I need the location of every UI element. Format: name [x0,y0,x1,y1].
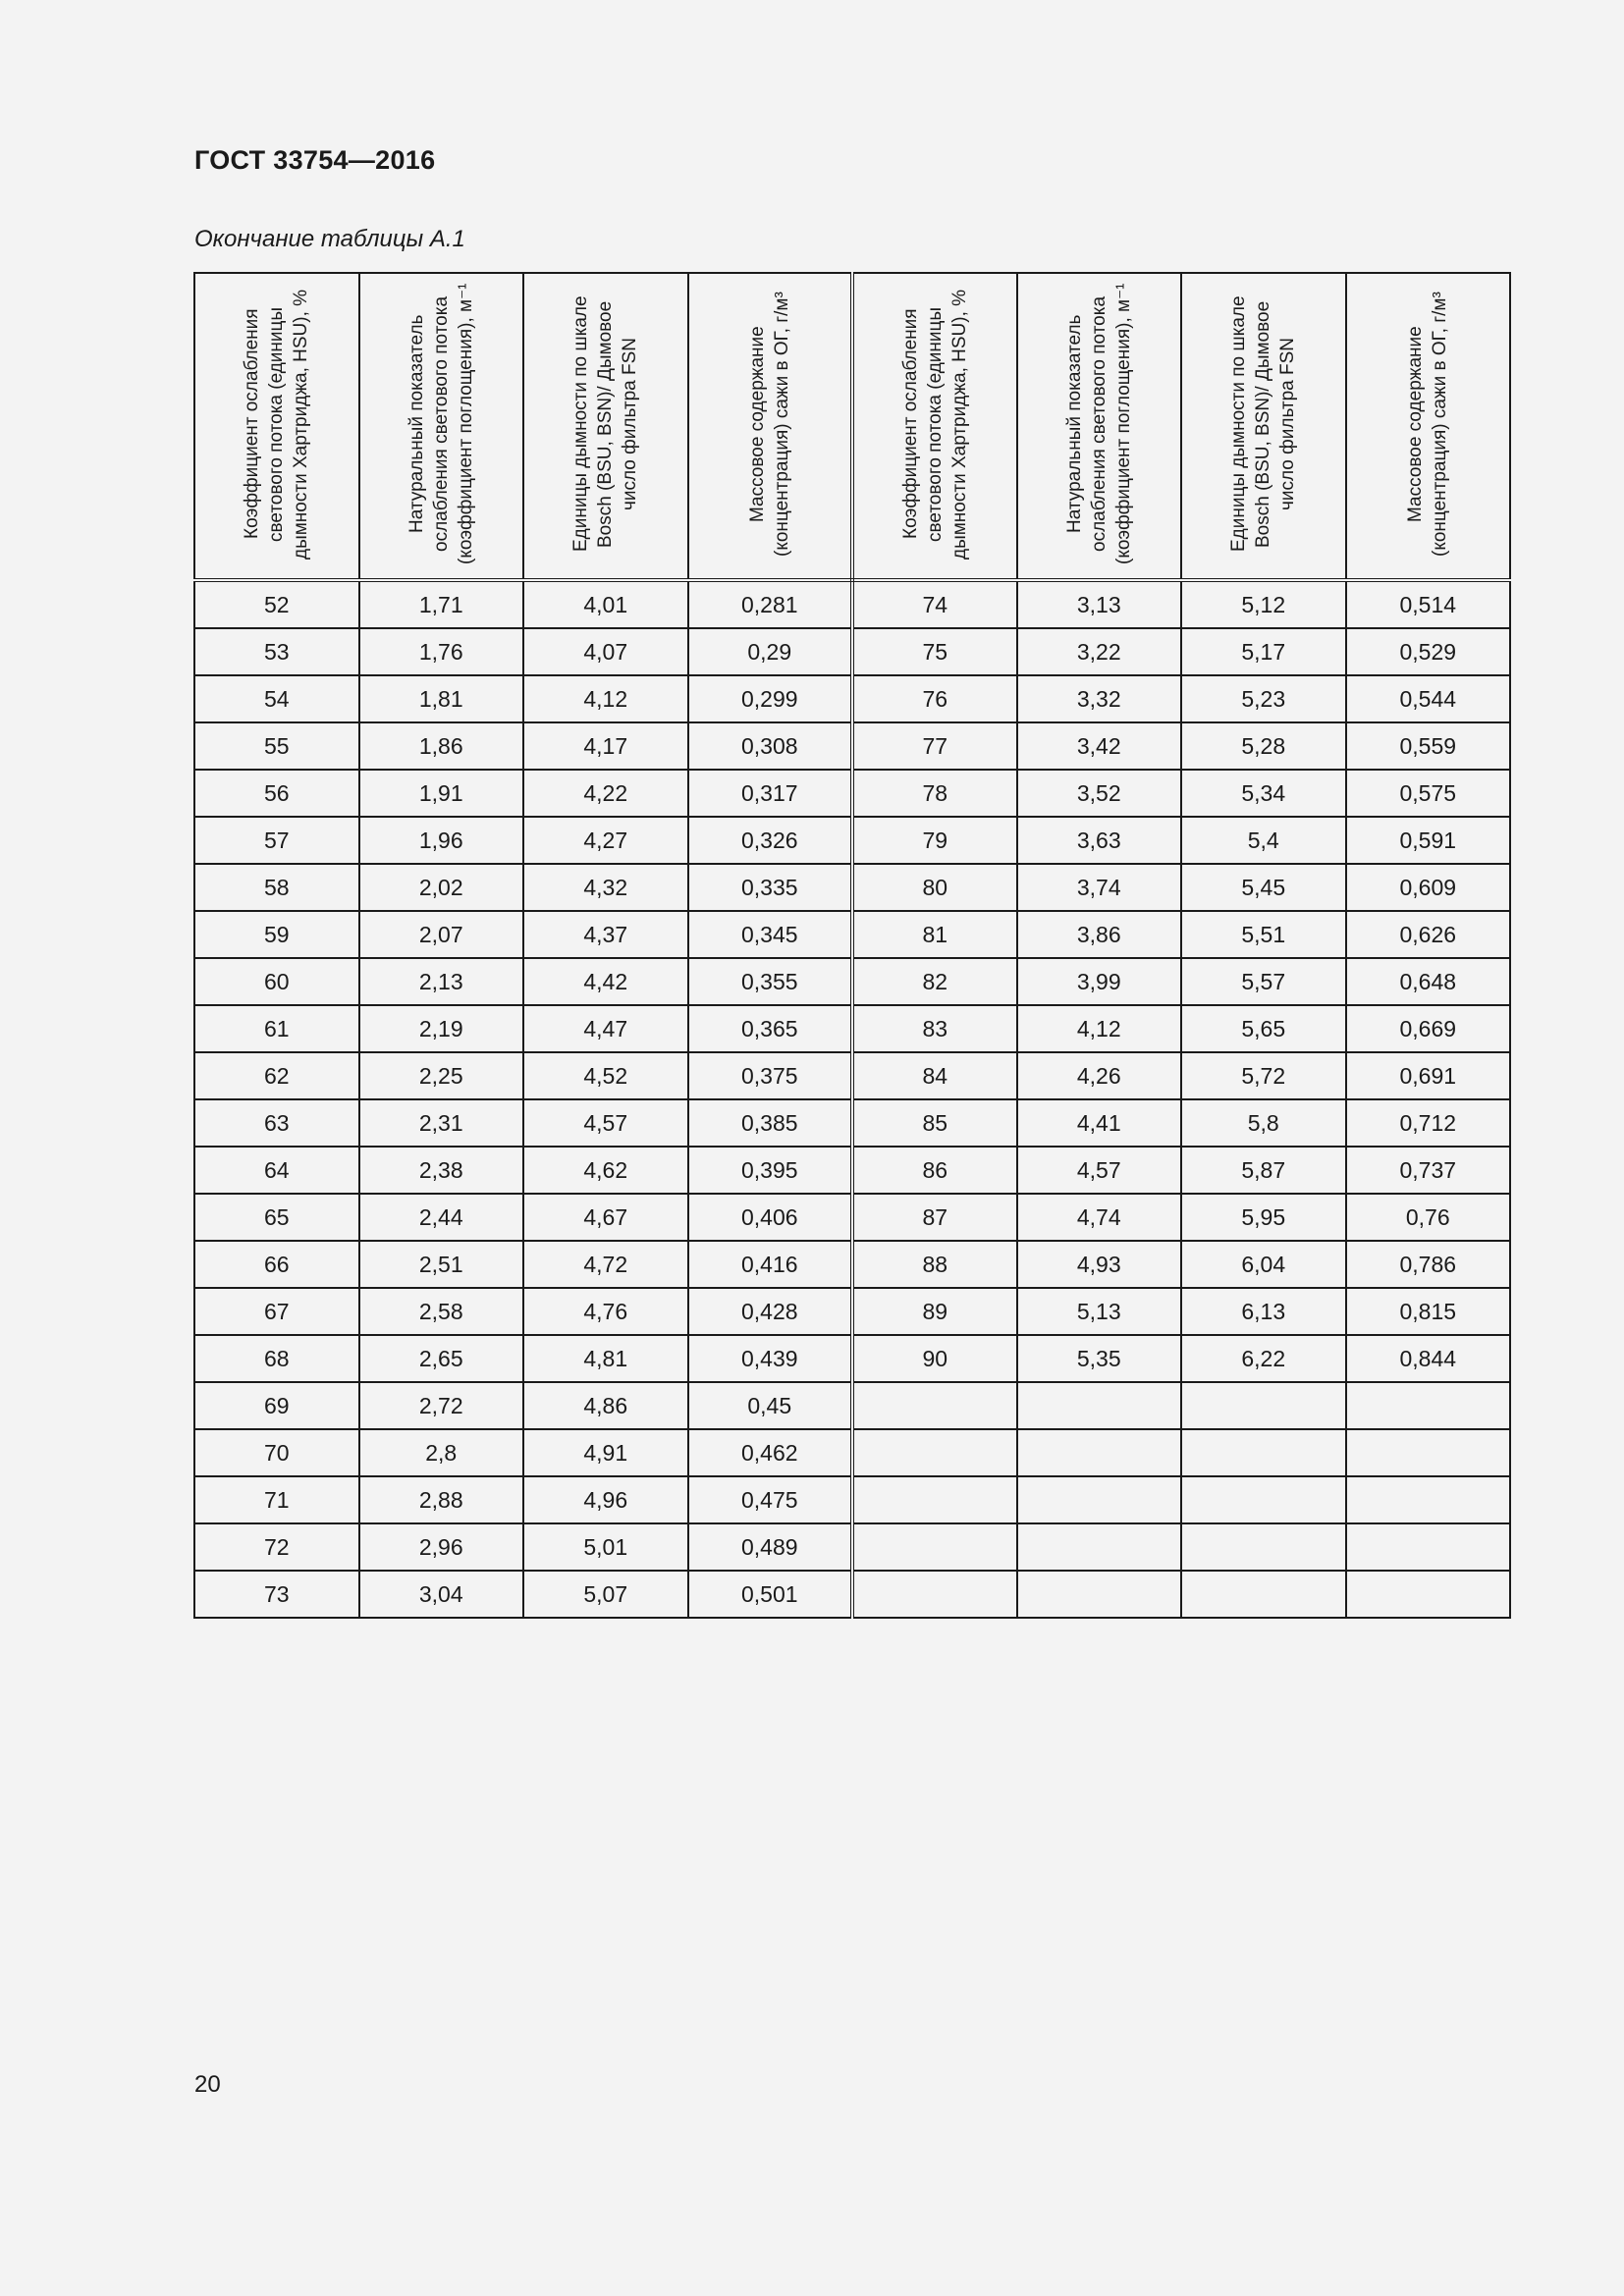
table-cell [1181,1429,1346,1476]
table-cell: 80 [852,864,1017,911]
table-cell: 4,86 [523,1382,688,1429]
table-cell [852,1476,1017,1523]
table-cell: 5,87 [1181,1147,1346,1194]
table-cell: 4,91 [523,1429,688,1476]
table-cell: 4,26 [1017,1052,1182,1099]
table-cell: 0,489 [688,1523,853,1571]
table-cell: 2,07 [359,911,524,958]
table-cell: 59 [194,911,359,958]
table-cell: 0,786 [1346,1241,1511,1288]
table-cell: 0,355 [688,958,853,1005]
table-cell: 0,737 [1346,1147,1511,1194]
table-cell: 3,86 [1017,911,1182,958]
table-cell: 62 [194,1052,359,1099]
table-cell: 0,416 [688,1241,853,1288]
table-cell: 53 [194,628,359,675]
table-cell [852,1571,1017,1618]
table-cell: 0,29 [688,628,853,675]
table-cell: 0,501 [688,1571,853,1618]
table-cell: 58 [194,864,359,911]
table-cell: 4,96 [523,1476,688,1523]
table-header-row [194,273,1510,580]
table-cell: 89 [852,1288,1017,1335]
table-cell: 4,37 [523,911,688,958]
table-body [194,580,1510,1618]
table-cell: 0,365 [688,1005,853,1052]
table-cell: 3,52 [1017,770,1182,817]
table-cell: 5,13 [1017,1288,1182,1335]
table-cell: 4,76 [523,1288,688,1335]
table-cell: 5,12 [1181,580,1346,628]
table-cell [852,1523,1017,1571]
column-header [1346,273,1511,580]
column-header [359,273,524,580]
table-cell: 0,345 [688,911,853,958]
table-cell: 4,27 [523,817,688,864]
table-cell: 6,13 [1181,1288,1346,1335]
table-cell: 0,281 [688,580,853,628]
table-caption: Окончание таблицы А.1 [194,226,465,252]
column-header [1017,273,1182,580]
table-cell: 2,8 [359,1429,524,1476]
table-cell: 4,93 [1017,1241,1182,1288]
table-row [194,1476,1510,1523]
table-row [194,675,1510,722]
table-row [194,864,1510,911]
table-row [194,958,1510,1005]
table-row [194,1052,1510,1099]
table-cell: 5,45 [1181,864,1346,911]
table-cell [852,1429,1017,1476]
table-cell: 6,22 [1181,1335,1346,1382]
table-cell: 86 [852,1147,1017,1194]
table-cell [1181,1571,1346,1618]
table-cell: 88 [852,1241,1017,1288]
table-cell: 85 [852,1099,1017,1147]
table-cell: 70 [194,1429,359,1476]
table-cell: 57 [194,817,359,864]
column-header [1181,273,1346,580]
table-cell: 5,8 [1181,1099,1346,1147]
table-cell: 0,844 [1346,1335,1511,1382]
table-cell: 4,41 [1017,1099,1182,1147]
table-cell: 5,07 [523,1571,688,1618]
table-cell: 0,591 [1346,817,1511,864]
table-cell: 5,17 [1181,628,1346,675]
table-cell: 1,96 [359,817,524,864]
table-cell: 0,815 [1346,1288,1511,1335]
table-cell: 4,62 [523,1147,688,1194]
table-cell: 76 [852,675,1017,722]
table-cell: 0,395 [688,1147,853,1194]
table-cell [1181,1523,1346,1571]
table-cell: 4,17 [523,722,688,770]
column-header-label: Натуральный показатель ослабления светового потока (коэффициент поглощения), м⁻¹ [1063,283,1134,564]
table-cell: 52 [194,580,359,628]
table-cell: 71 [194,1476,359,1523]
table-cell: 0,712 [1346,1099,1511,1147]
table-cell: 4,22 [523,770,688,817]
table-cell: 4,74 [1017,1194,1182,1241]
table-cell: 54 [194,675,359,722]
table-cell: 3,32 [1017,675,1182,722]
table-cell: 3,42 [1017,722,1182,770]
table-cell: 0,439 [688,1335,853,1382]
table-cell: 4,12 [523,675,688,722]
table-cell: 2,38 [359,1147,524,1194]
table-cell [1181,1476,1346,1523]
table-cell: 2,51 [359,1241,524,1288]
page-number: 20 [194,2071,221,2098]
table-cell: 4,07 [523,628,688,675]
column-header [523,273,688,580]
table-cell: 61 [194,1005,359,1052]
column-header [688,273,853,580]
table-cell: 5,01 [523,1523,688,1571]
table-cell: 2,88 [359,1476,524,1523]
table-cell: 2,19 [359,1005,524,1052]
table-cell: 60 [194,958,359,1005]
table-cell: 0,529 [1346,628,1511,675]
table-cell [1017,1476,1182,1523]
column-header-label: Массовое содержание (концентрация) сажи в ОГ, г/м³ [746,291,792,557]
table-cell: 2,13 [359,958,524,1005]
table-cell: 5,57 [1181,958,1346,1005]
table-cell: 0,335 [688,864,853,911]
table-cell: 2,25 [359,1052,524,1099]
table-cell: 75 [852,628,1017,675]
table-cell: 4,12 [1017,1005,1182,1052]
table-cell [1181,1382,1346,1429]
table-cell [1346,1429,1511,1476]
table-cell [1346,1571,1511,1618]
table-cell: 0,385 [688,1099,853,1147]
table-row [194,817,1510,864]
table-cell: 1,71 [359,580,524,628]
table-cell: 73 [194,1571,359,1618]
column-header [194,273,359,580]
table-cell: 4,42 [523,958,688,1005]
table-cell: 56 [194,770,359,817]
table-cell: 67 [194,1288,359,1335]
table-cell: 1,76 [359,628,524,675]
table-cell: 5,95 [1181,1194,1346,1241]
table-cell: 6,04 [1181,1241,1346,1288]
document-title: ГОСТ 33754—2016 [194,145,436,175]
table-row [194,1335,1510,1382]
table-cell: 0,626 [1346,911,1511,958]
table-cell [1346,1382,1511,1429]
table-cell: 3,74 [1017,864,1182,911]
table-cell: 55 [194,722,359,770]
table-cell: 0,575 [1346,770,1511,817]
table-cell: 5,35 [1017,1335,1182,1382]
table-row [194,1523,1510,1571]
table-cell: 64 [194,1147,359,1194]
table-cell: 0,299 [688,675,853,722]
table-cell [1346,1476,1511,1523]
table-row [194,1571,1510,1618]
table-cell: 4,81 [523,1335,688,1382]
table-row [194,1241,1510,1288]
table-cell: 1,81 [359,675,524,722]
table-cell: 0,691 [1346,1052,1511,1099]
table-cell: 5,34 [1181,770,1346,817]
column-header-label: Единицы дымности по шкале Bosch (BSU, BSN)/ Дымовое число фильтра FSN [1228,295,1299,552]
table-cell: 63 [194,1099,359,1147]
table-cell: 0,428 [688,1288,853,1335]
table-row [194,1194,1510,1241]
table-cell: 0,544 [1346,675,1511,722]
table-cell: 4,52 [523,1052,688,1099]
table-cell: 66 [194,1241,359,1288]
data-table [193,272,1511,1619]
table-cell [1017,1429,1182,1476]
table-cell: 0,559 [1346,722,1511,770]
table-cell: 0,45 [688,1382,853,1429]
table-cell: 4,57 [523,1099,688,1147]
table-cell: 4,72 [523,1241,688,1288]
table-cell: 4,32 [523,864,688,911]
column-header-label: Коэффициент ослабления светового потока (единицы дымности Хартриджа, HSU), % [899,288,970,560]
table-row [194,1147,1510,1194]
table-cell: 83 [852,1005,1017,1052]
table-cell: 78 [852,770,1017,817]
table-cell: 5,28 [1181,722,1346,770]
table-cell [1017,1523,1182,1571]
table-cell [1346,1523,1511,1571]
table-cell: 0,326 [688,817,853,864]
table-cell: 84 [852,1052,1017,1099]
table-cell: 82 [852,958,1017,1005]
table-cell: 0,475 [688,1476,853,1523]
table-cell: 72 [194,1523,359,1571]
table-cell: 5,65 [1181,1005,1346,1052]
table-cell: 74 [852,580,1017,628]
table-row [194,1429,1510,1476]
table-cell: 69 [194,1382,359,1429]
table-row [194,911,1510,958]
column-header-label: Натуральный показатель ослабления светового потока (коэффициент поглощения), м⁻¹ [406,283,476,564]
table-cell: 5,23 [1181,675,1346,722]
table-cell: 4,57 [1017,1147,1182,1194]
table-cell: 2,31 [359,1099,524,1147]
column-header-label: Массовое содержание (концентрация) сажи в ОГ, г/м³ [1405,291,1451,557]
table-cell: 4,67 [523,1194,688,1241]
table-cell: 4,01 [523,580,688,628]
table-cell: 79 [852,817,1017,864]
table-cell: 2,96 [359,1523,524,1571]
table-cell: 2,65 [359,1335,524,1382]
table-cell: 0,406 [688,1194,853,1241]
table-cell: 3,04 [359,1571,524,1618]
table-cell: 77 [852,722,1017,770]
table-row [194,1382,1510,1429]
table-cell: 0,609 [1346,864,1511,911]
table-cell: 0,514 [1346,580,1511,628]
table-cell [1017,1382,1182,1429]
table-cell: 2,58 [359,1288,524,1335]
table-row [194,580,1510,628]
table-cell: 0,317 [688,770,853,817]
table-cell: 2,02 [359,864,524,911]
table-cell: 4,47 [523,1005,688,1052]
table-cell: 1,91 [359,770,524,817]
table-row [194,1288,1510,1335]
table-cell: 81 [852,911,1017,958]
column-header-label: Коэффициент ослабления светового потока (единицы дымности Хартриджа, HSU), % [242,288,312,560]
table-cell [1017,1571,1182,1618]
table-cell: 5,4 [1181,817,1346,864]
table-cell: 3,99 [1017,958,1182,1005]
table-cell: 5,72 [1181,1052,1346,1099]
table-cell: 3,22 [1017,628,1182,675]
table-cell [852,1382,1017,1429]
table-row [194,1099,1510,1147]
table-cell: 3,13 [1017,580,1182,628]
table-row [194,1005,1510,1052]
table-cell: 87 [852,1194,1017,1241]
table-row [194,628,1510,675]
table-cell: 90 [852,1335,1017,1382]
table-cell: 2,72 [359,1382,524,1429]
table-row [194,722,1510,770]
table-cell: 0,462 [688,1429,853,1476]
table-cell: 0,669 [1346,1005,1511,1052]
table-cell: 0,375 [688,1052,853,1099]
column-header [852,273,1017,580]
table-cell: 1,86 [359,722,524,770]
column-header-label: Единицы дымности по шкале Bosch (BSU, BSN)/ Дымовое число фильтра FSN [570,295,641,552]
table-cell: 2,44 [359,1194,524,1241]
table-cell: 3,63 [1017,817,1182,864]
table-row [194,770,1510,817]
table-cell: 0,648 [1346,958,1511,1005]
table-cell: 0,308 [688,722,853,770]
table-cell: 5,51 [1181,911,1346,958]
table-cell: 68 [194,1335,359,1382]
table-cell: 0,76 [1346,1194,1511,1241]
table-cell: 65 [194,1194,359,1241]
